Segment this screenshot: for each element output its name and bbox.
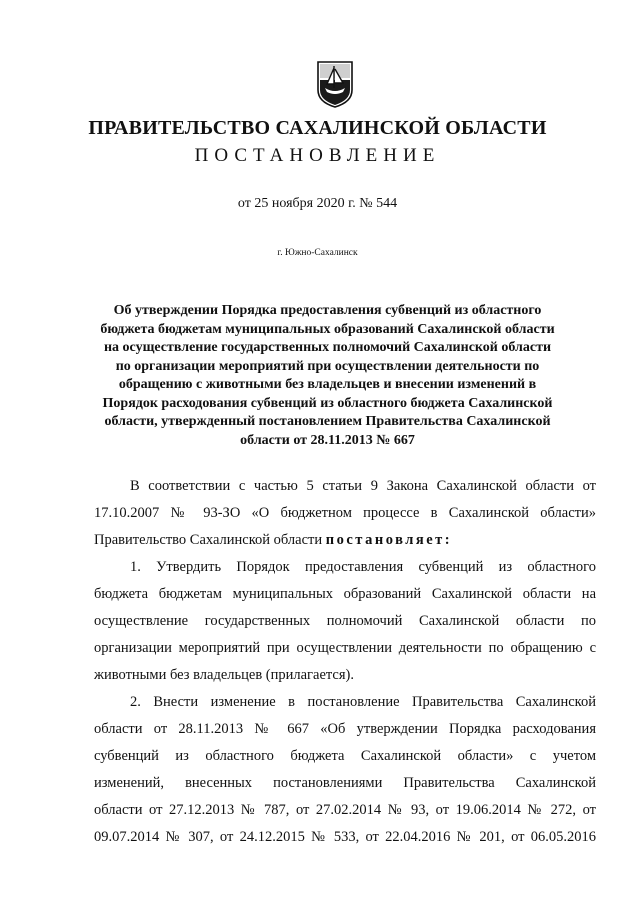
- body-line: В соответствии с частью 5 статьи 9 Закона Сахалинской области от: [130, 478, 596, 494]
- title-line: Порядок расходования субвенций из областного бюджета Сахалинской: [102, 395, 553, 411]
- body-text: Правительство Сахалинской области: [94, 532, 323, 548]
- body-line: субвенций из областного бюджета Сахалинской области» с учетом: [94, 748, 596, 764]
- organization-name: ПРАВИТЕЛЬСТВО САХАЛИНСКОЙ ОБЛАСТИ: [88, 117, 547, 139]
- body-line: области от 27.12.2013 № 787, от 27.02.2014 № 93, от 19.06.2014 № 272, от: [94, 802, 596, 818]
- title-line: обращению с животными без владельцев и внесении изменений в: [118, 377, 537, 392]
- document-title: [100, 302, 555, 450]
- body-line: бюджета бюджетам муниципальных образований Сахалинской области на: [94, 586, 596, 602]
- title-line: на осуществление государственных полномочий Сахалинской области: [103, 340, 552, 355]
- body-line: области от 28.11.2013 № 667 «Об утверждении Порядка расходования: [94, 721, 596, 737]
- title-line: бюджета бюджетам муниципальных образований Сахалинской области: [100, 321, 555, 337]
- title-line: Об утверждении Порядка предоставления субвенций из областного: [113, 303, 542, 318]
- body-line: животными без владельцев (прилагается).: [94, 667, 354, 683]
- title-line: по организации мероприятий при осуществлении деятельности по: [115, 358, 540, 374]
- body-line: [94, 527, 596, 554]
- document-body: [94, 473, 596, 851]
- body-line: 1. Утвердить Порядок предоставления субвенций из областного: [130, 559, 596, 575]
- document-city: г. Южно-Сахалинск: [277, 248, 358, 258]
- body-line: 09.07.2014 № 307, от 24.12.2015 № 533, от 22.04.2016 № 201, от 06.05.2016: [94, 829, 596, 845]
- title-line: области от 28.11.2013 № 667: [240, 432, 415, 448]
- resolution-keyword: постановляет:: [325, 532, 453, 548]
- body-line: организации мероприятий при осуществлении деятельности по обращению с: [94, 640, 596, 656]
- body-line: осуществление государственных полномочий Сахалинской области по: [94, 613, 596, 629]
- body-line: изменений, внесенных постановлениями Правительства Сахалинской: [94, 775, 596, 791]
- document-date-number: от 25 ноября 2020 г. № 544: [237, 196, 398, 211]
- body-line: 2. Внести изменение в постановление Правительства Сахалинской: [130, 694, 596, 710]
- document-type: ПОСТАНОВЛЕНИЕ: [194, 145, 441, 166]
- coat-of-arms-icon: [316, 60, 354, 108]
- body-line: 17.10.2007 № 93-ЗО «О бюджетном процессе в Сахалинской области»: [94, 505, 596, 521]
- title-line: области, утвержденный постановлением Правительства Сахалинской: [104, 414, 551, 429]
